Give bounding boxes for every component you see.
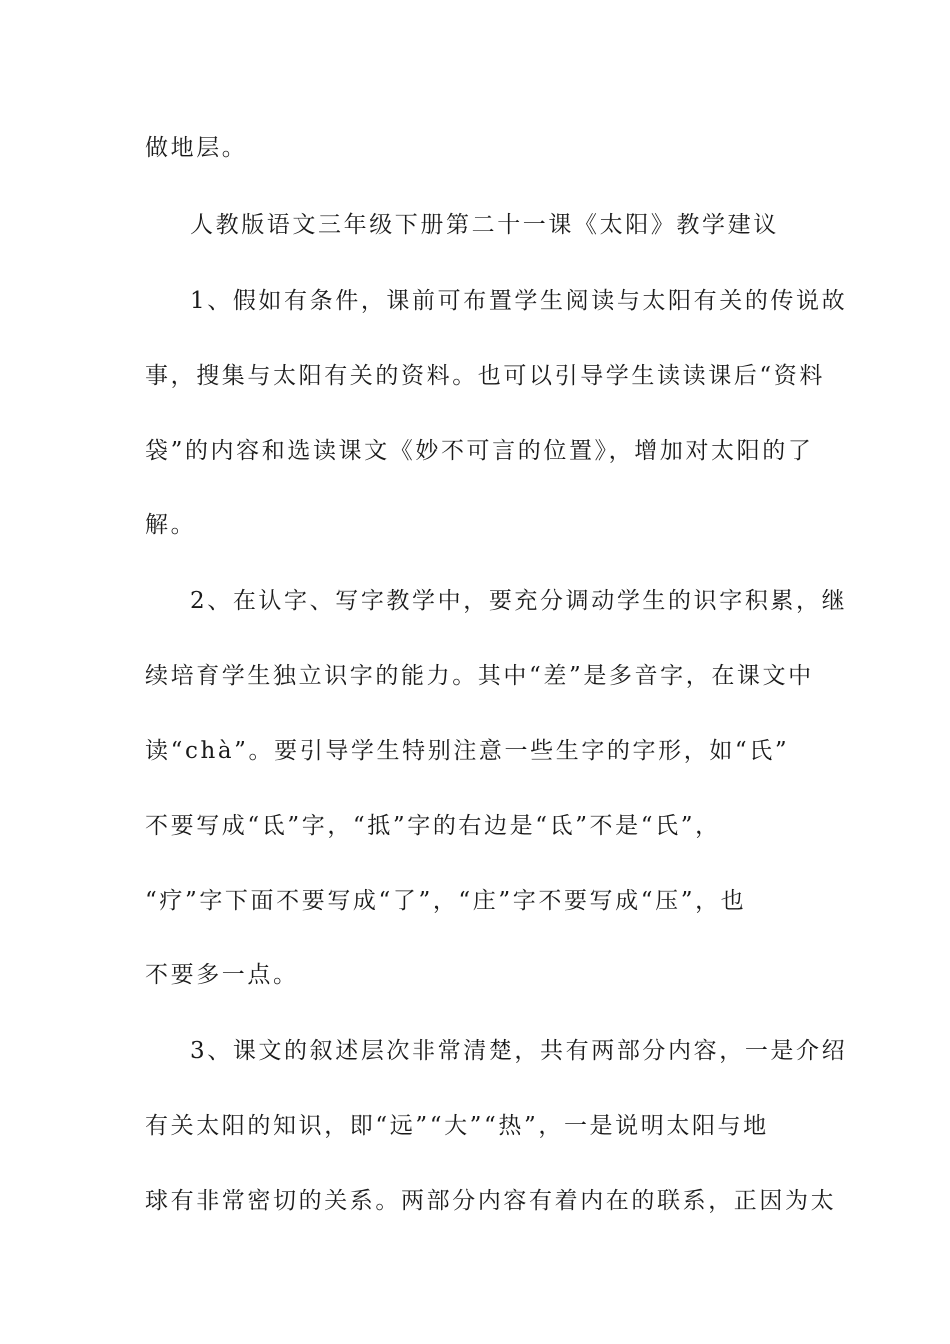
text-line-11: “疗”字下面不要写成“了”，“庄”字不要写成“压”，也 <box>145 888 747 914</box>
text-line-13: 3、课文的叙述层次非常清楚，共有两部分内容，一是介绍 <box>190 1038 848 1064</box>
text-line-6: 解。 <box>145 512 197 538</box>
text-line-4: 事，搜集与太阳有关的资料。也可以引导学生读读课后“资料 <box>145 363 825 389</box>
text-line-9: 读“chà”。要引导学生特别注意一些生字的字形，如“氏” <box>145 738 790 764</box>
text-line-7: 2、在认字、写字教学中，要充分调动学生的识字积累，继 <box>190 588 848 614</box>
text-line-10: 不要写成“氐”字，“抵”字的右边是“氐”不是“氏”， <box>145 813 721 839</box>
text-line-14: 有关太阳的知识，即“远”“大”“热”，一是说明太阳与地 <box>145 1113 769 1139</box>
text-line-8: 续培育学生独立识字的能力。其中“差”是多音字，在课文中 <box>145 663 814 689</box>
text-line-5: 袋”的内容和选读课文《妙不可言的位置》，增加对太阳的了 <box>145 438 814 464</box>
section-title: 人教版语文三年级下册第二十一课《太阳》教学建议 <box>190 212 779 238</box>
text-line-15: 球有非常密切的关系。两部分内容有着内在的联系，正因为太 <box>145 1188 837 1214</box>
text-line-3: 1、假如有条件，课前可布置学生阅读与太阳有关的传说故 <box>190 288 848 314</box>
text-line-1: 做地层。 <box>145 135 248 161</box>
text-line-12: 不要多一点。 <box>145 962 299 988</box>
